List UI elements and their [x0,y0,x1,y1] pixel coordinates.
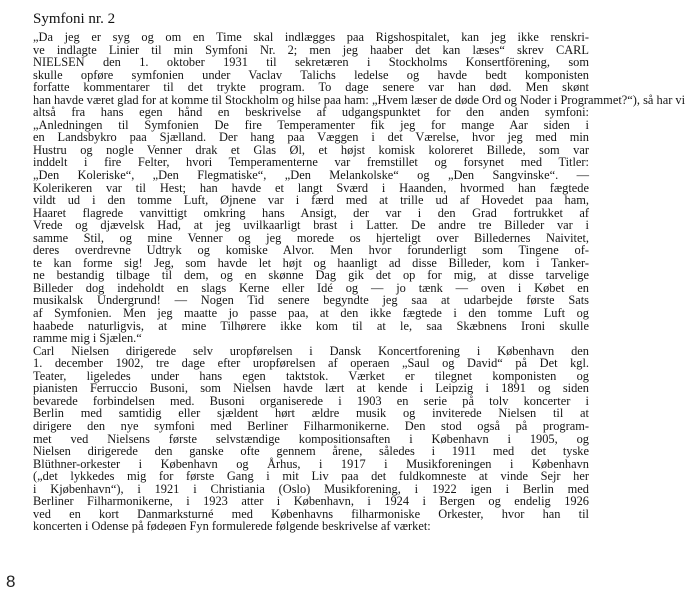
text-line: Kolerikeren var til Hest; han havde et langt Sværd i Haanden, hvormed han fægtede [33,180,589,195]
text-line: Carl Nielsen dirigerede selv uropførelsen i Dansk Koncertforening i København den [33,343,589,358]
text-line: koncerten i Odense på fødeøen Fyn formulerede følgende beskrivelse af værket: [33,519,431,534]
text-line: Vrede og djævelsk Had, at jeg uvilkaarligt brast i Latter. De andre tre Billeder var i [33,218,589,233]
text-line: skulle opføre symfonien under Vaclav Talichs ledelse og havde bedt komponisten [33,67,589,82]
text-line: af Symfonien. Men jeg maatte jo passe paa, at den ikke fægtede i den tomme Luft og [33,306,589,321]
text-line: Teater, ligeledes under hans egen taktstok. Værket er tilegnet komponisten og [33,368,589,383]
text-line: samme Stil, og mine Venner og jeg morede os hjerteligt over Billedernes Naivitet, [33,230,589,245]
text-line: ve indlagte Linier til min Symfoni Nr. 2; men jeg haaber det kan læses“ skrev CARL [33,42,589,57]
section-title: Symfoni nr. 2 [33,11,116,27]
text-line: Nielsen dirigerede den ganske ofte gennem årene, således i 1911 med det tyske [33,444,589,459]
text-line: „Den Koleriske“, „Den Flegmatiske“, „Den Melankolske“ og „Den Sangvinske“. — [33,168,589,183]
text-line: han havde været glad for at komme til Stockholm og hilse paa ham: „Hvem læser de døde Ord og Noder i Programmet?“), så har vi [33,92,685,107]
text-line: Haaret flagrede vanvittigt omkring hans Ansigt, der var i den Grad fortrukket af [33,205,589,220]
text-line: ramme mig i Sjælen.“ [33,331,142,346]
text-line: dirigere den nye symfoni med Berliner Filharmonikerne. Den stod også på program- [33,418,589,433]
body-text [33,30,685,534]
page-number: 8 [6,572,16,591]
text-line: Billeder dog indeholdt en slags Kerne eller Idé og — jo tænk — oven i Købet en [33,280,589,295]
text-line: „Da jeg er syg og om en Time skal indlægges paa Rigshospitalet, kan jeg ikke renskri- [33,30,589,44]
text-line: deres overdrevne Udtryk og komiske Alvor. Men hvor forunderligt som Tingene of- [33,243,589,258]
text-line: pianisten Ferruccio Busoni, som Nielsen havde lært at kende i Leipzig i 1891 og siden [33,381,589,396]
text-line: bevarede forbindelsen med. Busoni organiserede i 1903 en serie på tolv koncerter i [33,393,589,408]
text-line: en Landsbykro paa Sjælland. Der hang paa Væggen i det Værelse, hvor jeg med min [33,130,589,145]
text-line: NIELSEN den 1. oktober 1931 til sekretæren i Stockholms Konsertförening, som [33,55,589,70]
text-line: „Anledningen til Symfonien De fire Temperamenter fik jeg for mange Aar siden i [33,117,589,132]
text-line: forfatte kommentarer til det trykte program. To dage senere var han død. Men skønt [33,80,589,95]
text-line: i Kjøbenhavn“), i 1921 i Christiania (Oslo) Musikforening, i 1922 igen i Berlin med [33,481,589,496]
text-line: te kan forme sig! Jeg, som havde let højt og haanligt ad disse Billeder, kom i Tanker- [33,255,589,270]
text-line: met ved Nielsens første selvstændige kompositionsaften i København i 1905, og [33,431,589,446]
text-line: Berliner Filharmonikerne, i 1923 atter i København, i 1924 i Bergen og endelig 1926 [33,494,589,509]
text-line: ved en kort Danmarksturné med Københavns filharmoniske Orkester, hvor han til [33,506,589,521]
text-line: („det lykkedes mig for første Gang i mit Liv paa det fuldkomneste at vinde Sejr her [33,469,589,484]
text-line: ne bestandig tilbage til dem, og en skønne Dag gik det op for mig, at disse tarvelige [33,268,589,283]
text-line: musikalsk Undergrund! — Nogen Tid senere begyndte jeg saa at udarbejde første Sats [33,293,589,308]
text-line: altså fra hans egen hånd en beskrivelse af udgangspunktet for den anden symfoni: [33,105,589,120]
text-line: Blüthner-orkester i København og Århus, i 1917 i Musikforeningen i København [33,456,589,471]
text-line: inddelt i fire Felter, hvori Temperamenterne var fremstillet og forsynet med Titler: [33,155,589,170]
text-line: vildt ud i den tomme Luft, Øjnene var i færd med at trille ud af Hovedet paa ham, [33,193,589,208]
text-line: haabede naturligvis, at mine Tilhørere ikke kom til at le, saa Skæbnens Ironi skulle [33,318,589,333]
text-line: 1. december 1902, tre dage efter uropførelsen af operaen „Saul og David“ på Det kgl. [33,356,589,371]
text-line: Berlin med samtidig eller sjældent hørt ældre musik og inviterede Nielsen til at [33,406,589,421]
text-line: Hustru og nogle Venner drak et Glas Øl, et højst komisk koloreret Billede, som var [33,142,589,157]
